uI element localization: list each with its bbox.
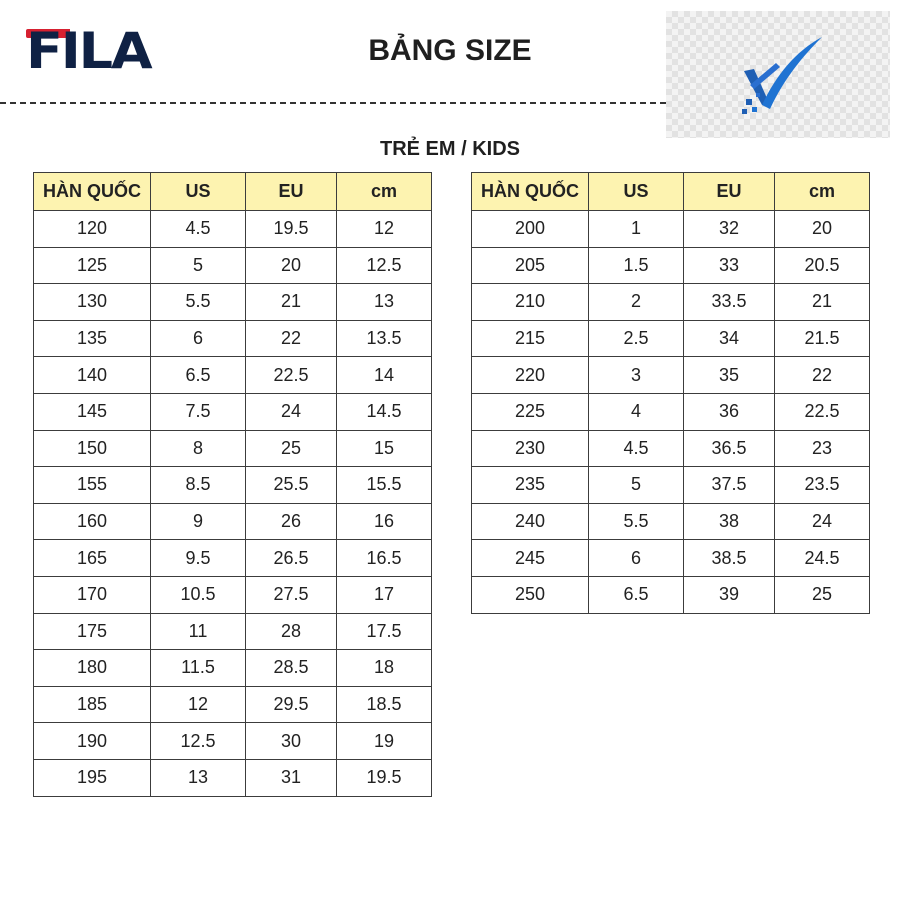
cell-korea: 205 — [472, 247, 589, 284]
table-row — [472, 284, 870, 321]
cell-eu: 26.5 — [246, 540, 337, 577]
cell-korea: 200 — [472, 211, 589, 248]
cell-cm: 22 — [775, 357, 870, 394]
dashed-divider — [0, 102, 666, 104]
table-row — [472, 393, 870, 430]
cell-cm: 24 — [775, 503, 870, 540]
cell-cm: 15 — [337, 430, 432, 467]
cell-us: 13 — [151, 759, 246, 796]
cell-korea: 250 — [472, 576, 589, 613]
cell-korea: 225 — [472, 393, 589, 430]
cell-us: 8.5 — [151, 467, 246, 504]
cell-korea: 140 — [34, 357, 151, 394]
cell-korea: 180 — [34, 650, 151, 687]
section-subtitle: TRẺ EM / KIDS — [379, 138, 520, 160]
cell-us: 5 — [589, 467, 684, 504]
cell-us: 6.5 — [151, 357, 246, 394]
cell-korea: 235 — [472, 467, 589, 504]
size-table-left — [33, 172, 432, 797]
table-row — [34, 576, 432, 613]
cell-cm: 14.5 — [337, 393, 432, 430]
table-row — [472, 211, 870, 248]
cell-cm: 16.5 — [337, 540, 432, 577]
table-row — [34, 430, 432, 467]
table-row — [34, 247, 432, 284]
cell-us: 6.5 — [589, 576, 684, 613]
table-row — [34, 393, 432, 430]
cell-korea: 240 — [472, 503, 589, 540]
cell-eu: 33.5 — [684, 284, 775, 321]
cell-eu: 34 — [684, 320, 775, 357]
col-header-eu: EU — [684, 173, 775, 211]
col-header-korea: HÀN QUỐC — [34, 173, 151, 211]
cell-eu: 19.5 — [246, 211, 337, 248]
cell-us: 6 — [589, 540, 684, 577]
size-table-right — [471, 172, 870, 614]
cell-eu: 28.5 — [246, 650, 337, 687]
table-row — [34, 211, 432, 248]
cell-us: 9.5 — [151, 540, 246, 577]
cell-cm: 15.5 — [337, 467, 432, 504]
cell-cm: 17 — [337, 576, 432, 613]
cell-cm: 16 — [337, 503, 432, 540]
cell-cm: 18 — [337, 650, 432, 687]
cell-cm: 20.5 — [775, 247, 870, 284]
col-header-cm: cm — [775, 173, 870, 211]
cell-korea: 210 — [472, 284, 589, 321]
cell-eu: 25 — [246, 430, 337, 467]
cell-eu: 22.5 — [246, 357, 337, 394]
page-title: BẢNG SIZE — [368, 34, 532, 67]
table-row — [34, 320, 432, 357]
cell-us: 4 — [589, 393, 684, 430]
cell-korea: 175 — [34, 613, 151, 650]
cell-eu: 30 — [246, 723, 337, 760]
table-row — [34, 503, 432, 540]
cell-cm: 24.5 — [775, 540, 870, 577]
table-row — [472, 430, 870, 467]
cell-us: 4.5 — [589, 430, 684, 467]
cell-eu: 27.5 — [246, 576, 337, 613]
cell-eu: 21 — [246, 284, 337, 321]
cell-us: 12 — [151, 686, 246, 723]
table-row — [34, 613, 432, 650]
cell-us: 5 — [151, 247, 246, 284]
cell-cm: 22.5 — [775, 393, 870, 430]
cell-cm: 17.5 — [337, 613, 432, 650]
cell-eu: 36 — [684, 393, 775, 430]
table-row — [472, 357, 870, 394]
cell-us: 1.5 — [589, 247, 684, 284]
cell-cm: 12.5 — [337, 247, 432, 284]
cell-korea: 160 — [34, 503, 151, 540]
cell-us: 5.5 — [151, 284, 246, 321]
cell-korea: 165 — [34, 540, 151, 577]
brand-badge — [666, 11, 890, 138]
cell-us: 12.5 — [151, 723, 246, 760]
cell-us: 11 — [151, 613, 246, 650]
blue-check-x-logo-icon — [736, 23, 826, 123]
cell-korea: 150 — [34, 430, 151, 467]
cell-korea: 230 — [472, 430, 589, 467]
table-row — [34, 723, 432, 760]
cell-eu: 32 — [684, 211, 775, 248]
cell-us: 3 — [589, 357, 684, 394]
cell-korea: 120 — [34, 211, 151, 248]
cell-eu: 37.5 — [684, 467, 775, 504]
cell-us: 5.5 — [589, 503, 684, 540]
cell-korea: 220 — [472, 357, 589, 394]
table-row — [34, 540, 432, 577]
cell-cm: 18.5 — [337, 686, 432, 723]
cell-us: 2.5 — [589, 320, 684, 357]
cell-cm: 19.5 — [337, 759, 432, 796]
table-row — [472, 540, 870, 577]
cell-eu: 20 — [246, 247, 337, 284]
cell-eu: 35 — [684, 357, 775, 394]
cell-korea: 195 — [34, 759, 151, 796]
cell-cm: 20 — [775, 211, 870, 248]
table-row — [34, 357, 432, 394]
cell-us: 7.5 — [151, 393, 246, 430]
cell-us: 9 — [151, 503, 246, 540]
table-row — [34, 650, 432, 687]
cell-us: 8 — [151, 430, 246, 467]
cell-korea: 135 — [34, 320, 151, 357]
cell-us: 2 — [589, 284, 684, 321]
cell-cm: 23.5 — [775, 467, 870, 504]
cell-korea: 170 — [34, 576, 151, 613]
table-header-row — [34, 173, 432, 211]
col-header-korea: HÀN QUỐC — [472, 173, 589, 211]
cell-us: 10.5 — [151, 576, 246, 613]
cell-cm: 25 — [775, 576, 870, 613]
cell-korea: 185 — [34, 686, 151, 723]
col-header-eu: EU — [246, 173, 337, 211]
cell-eu: 25.5 — [246, 467, 337, 504]
table-row — [34, 759, 432, 796]
cell-us: 1 — [589, 211, 684, 248]
cell-us: 6 — [151, 320, 246, 357]
cell-korea: 215 — [472, 320, 589, 357]
cell-cm: 12 — [337, 211, 432, 248]
cell-eu: 31 — [246, 759, 337, 796]
cell-eu: 38 — [684, 503, 775, 540]
cell-cm: 21.5 — [775, 320, 870, 357]
table-row — [472, 467, 870, 504]
table-row — [472, 320, 870, 357]
col-header-us: US — [151, 173, 246, 211]
cell-eu: 24 — [246, 393, 337, 430]
cell-eu: 28 — [246, 613, 337, 650]
cell-eu: 36.5 — [684, 430, 775, 467]
cell-eu: 38.5 — [684, 540, 775, 577]
table-row — [34, 686, 432, 723]
col-header-cm: cm — [337, 173, 432, 211]
cell-us: 11.5 — [151, 650, 246, 687]
cell-eu: 39 — [684, 576, 775, 613]
table-header-row — [472, 173, 870, 211]
table-row — [472, 503, 870, 540]
cell-korea: 145 — [34, 393, 151, 430]
table-row — [34, 467, 432, 504]
cell-korea: 155 — [34, 467, 151, 504]
col-header-us: US — [589, 173, 684, 211]
cell-eu: 22 — [246, 320, 337, 357]
cell-korea: 190 — [34, 723, 151, 760]
fila-logo: FILA — [26, 22, 151, 80]
cell-cm: 19 — [337, 723, 432, 760]
cell-eu: 26 — [246, 503, 337, 540]
cell-korea: 130 — [34, 284, 151, 321]
cell-cm: 14 — [337, 357, 432, 394]
cell-us: 4.5 — [151, 211, 246, 248]
table-row — [472, 576, 870, 613]
cell-korea: 245 — [472, 540, 589, 577]
cell-eu: 29.5 — [246, 686, 337, 723]
cell-cm: 23 — [775, 430, 870, 467]
cell-eu: 33 — [684, 247, 775, 284]
cell-cm: 13.5 — [337, 320, 432, 357]
table-row — [472, 247, 870, 284]
cell-korea: 125 — [34, 247, 151, 284]
cell-cm: 13 — [337, 284, 432, 321]
cell-cm: 21 — [775, 284, 870, 321]
table-row — [34, 284, 432, 321]
